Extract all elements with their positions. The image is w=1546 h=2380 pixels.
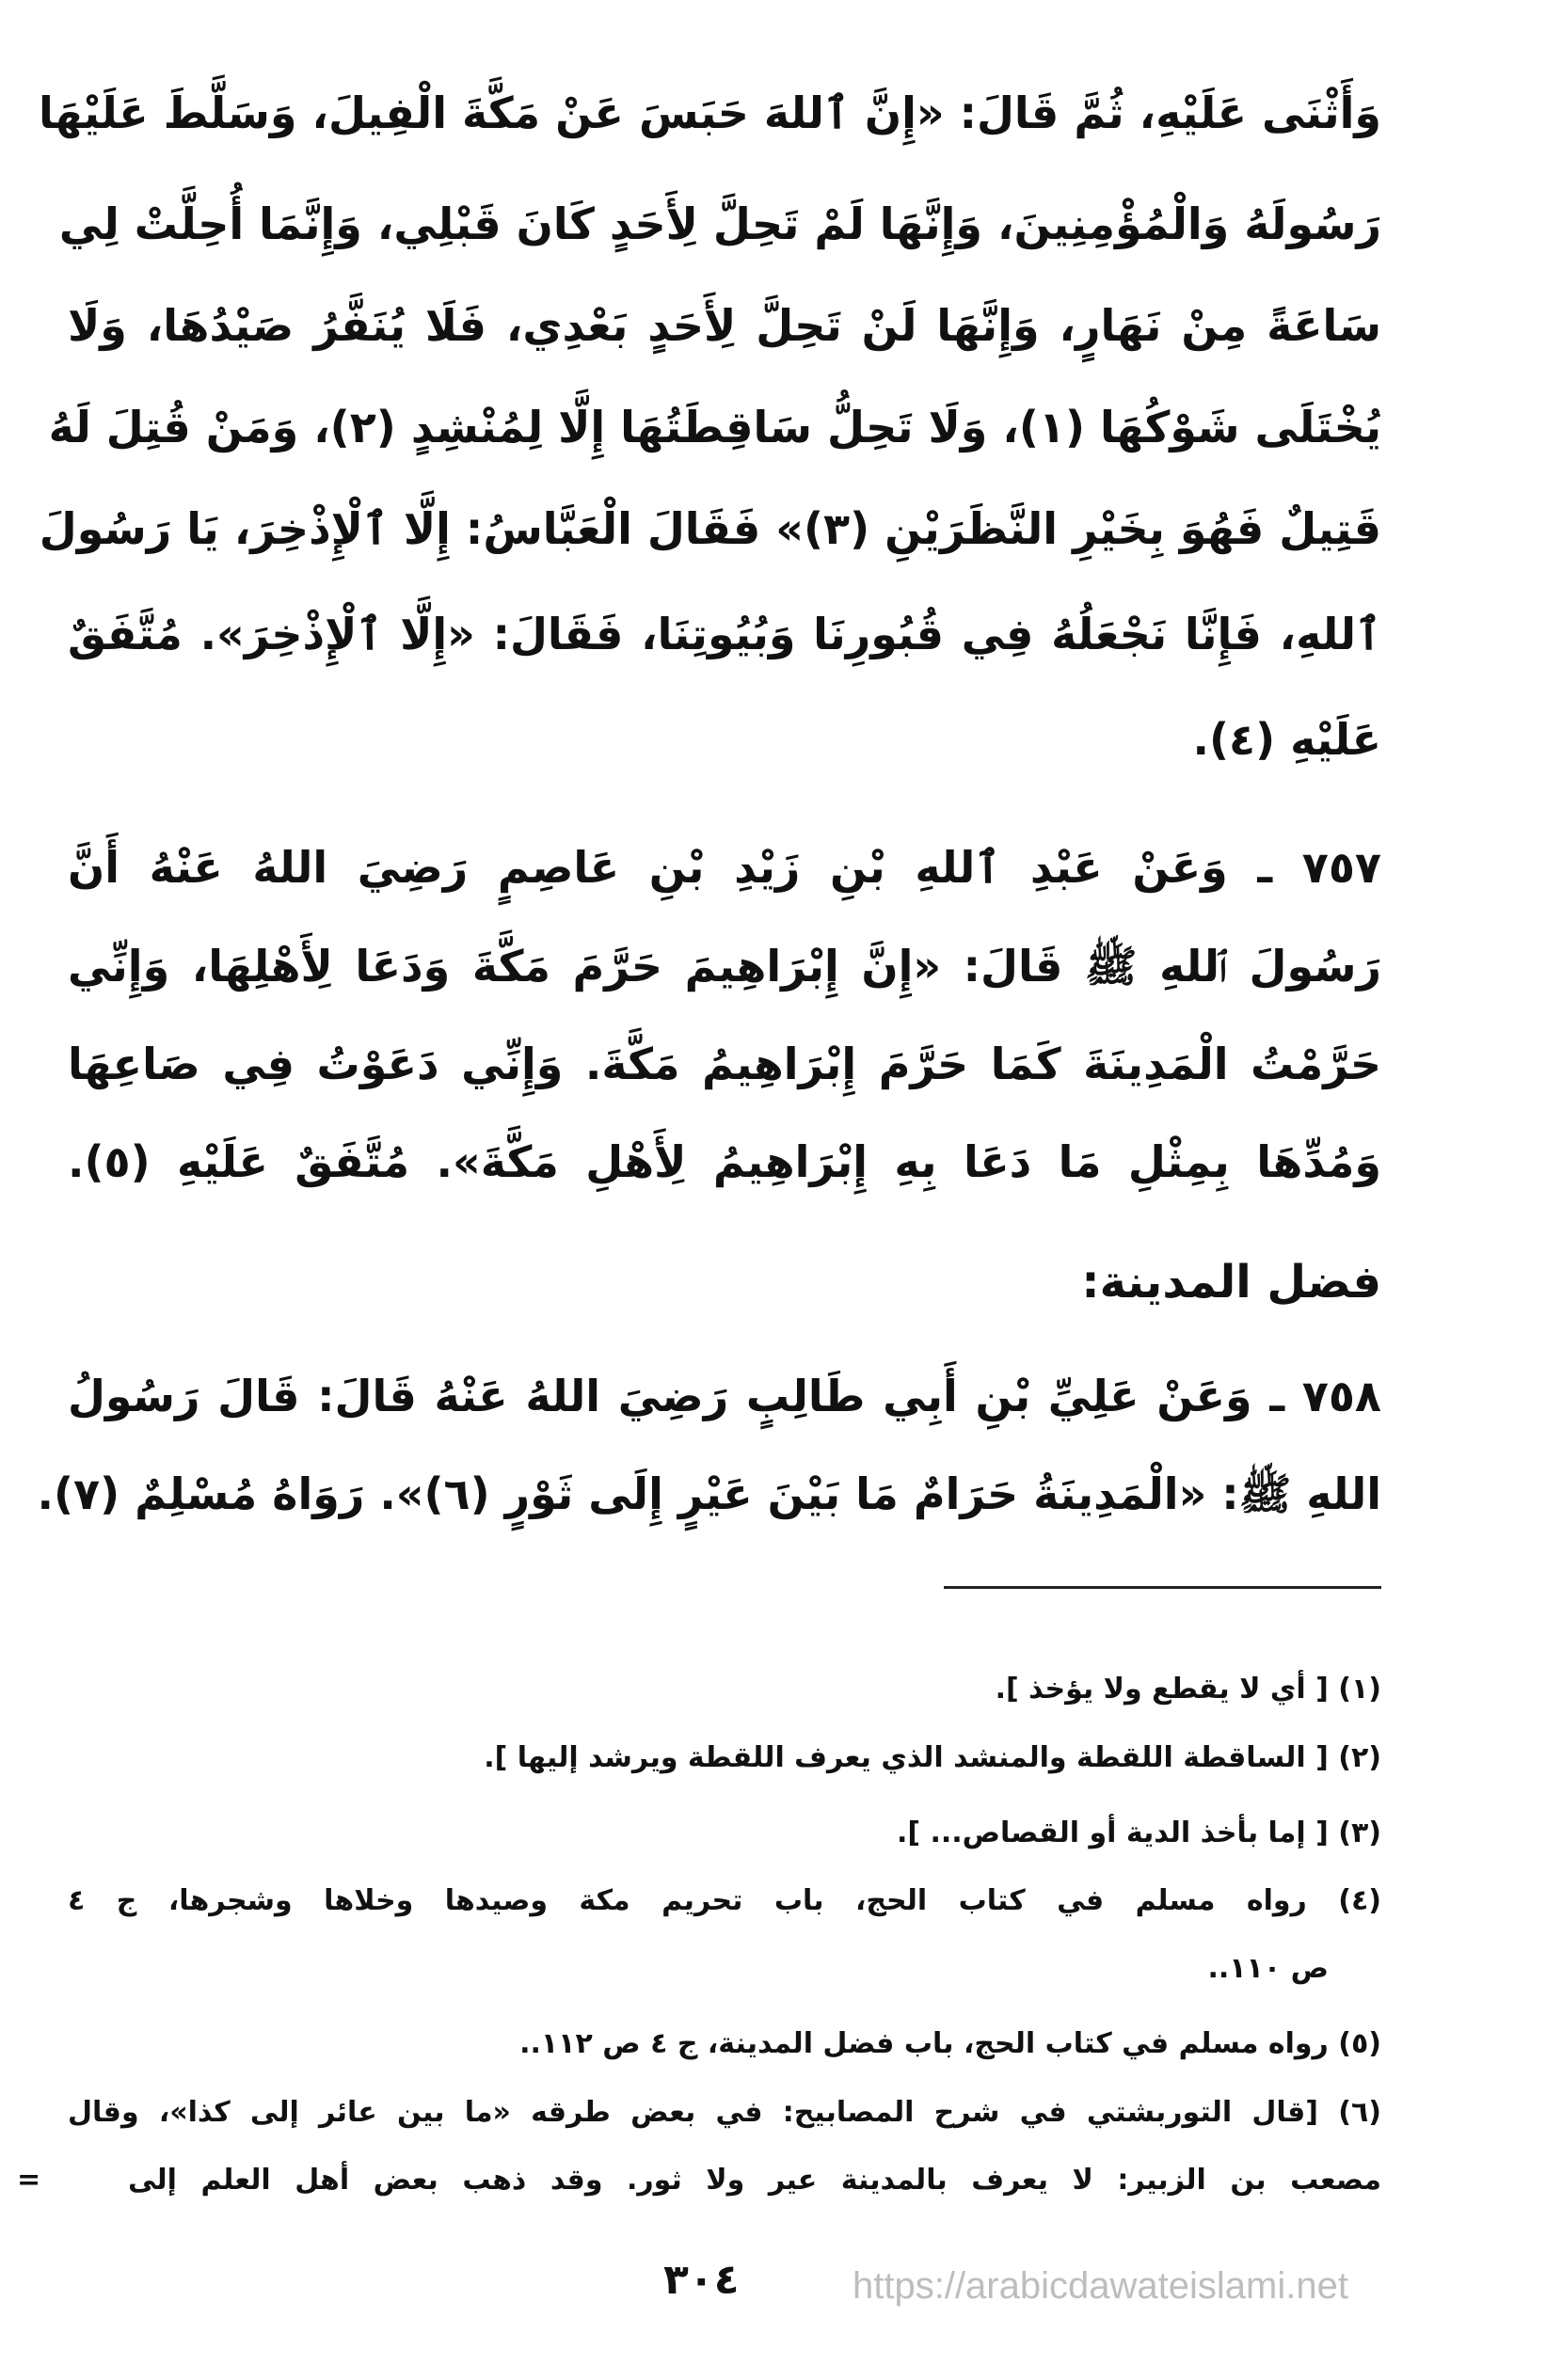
footnote-5: (٥) رواه مسلم في كتاب الحج، باب فضل المدينة، ج ٤ ص ١١٢..	[519, 2027, 1381, 2060]
footnote-6-cont: مصعب بن الزبير: لا يعرف بالمدينة عير ولا ثور. وقد ذهب بعض أهل العلم إلى	[128, 2164, 1381, 2197]
text-line: رَسُولَهُ وَالْمُؤْمِنِينَ، وَإِنَّهَا لَمْ تَحِلَّ لِأَحَدٍ كَانَ قَبْلِي، وَإِنَّمَا أُحِلَّتْ لِي	[58, 198, 1381, 249]
text-line: وَأَثْنَى عَلَيْهِ، ثُمَّ قَالَ: «إِنَّ ٱللهَ حَبَسَ عَنْ مَكَّةَ الْفِيلَ، وَسَلَّطَ عَلَيْهَا	[39, 87, 1381, 138]
footnote-4: (٤) رواه مسلم في كتاب الحج، باب تحريم مكة وصيدها وخلاها وشجرها، ج ٤	[68, 1884, 1381, 1917]
hadith-758-line: اللهِ ﷺ: «الْمَدِينَةُ حَرَامٌ مَا بَيْنَ عَيْرٍ إِلَى ثَوْرٍ (٦)». رَوَاهُ مُسْلِمٌ (٧).	[37, 1468, 1381, 1519]
text-line: يُخْتَلَى شَوْكُهَا (١)، وَلَا تَحِلُّ سَاقِطَتُهَا إِلَّا لِمُنْشِدٍ (٢)، وَمَنْ قُتِلَ لَهُ	[48, 402, 1381, 452]
footnote-divider	[944, 1586, 1381, 1589]
watermark-url: https://arabicdawateislami.net	[853, 2265, 1348, 2307]
text-line: قَتِيلٌ فَهُوَ بِخَيْرِ النَّظَرَيْنِ (٣)» فَقَالَ الْعَبَّاسُ: إِلَّا ٱلْإِذْخِرَ، يَا رَسُولَ	[39, 503, 1381, 554]
footnote-6: (٦) [قال التوربشتي في شرح المصابيح: في بعض طرقه «ما بين عائر إلى كذا»، وقال	[68, 2096, 1381, 2129]
hadith-758-line: ٧٥٨ ـ وَعَنْ عَلِيِّ بْنِ أَبِي طَالِبٍ رَضِيَ اللهُ عَنْهُ قَالَ: قَالَ رَسُولُ	[68, 1371, 1381, 1421]
footnote-4-cont: ص ١١٠..	[1207, 1952, 1329, 1985]
page-number: ٣٠٤	[663, 2256, 740, 2304]
hadith-757-line: رَسُولَ ٱللهِ ﷺ قَالَ: «إِنَّ إِبْرَاهِيمَ حَرَّمَ مَكَّةَ وَدَعَا لِأَهْلِهَا، وَإِنِّي	[68, 941, 1381, 992]
text-line: عَلَيْهِ (٤).	[1192, 714, 1381, 765]
footnote-3: (٣) [ إما بأخذ الدية أو القصاص... ].	[896, 1817, 1381, 1849]
text-line: سَاعَةً مِنْ نَهَارٍ، وَإِنَّهَا لَنْ تَحِلَّ لِأَحَدٍ بَعْدِي، فَلَا يُنَفَّرُ صَيْدُهَا، وَلَا	[68, 300, 1381, 351]
text-line: ٱللهِ، فَإِنَّا نَجْعَلُهُ فِي قُبُورِنَا وَبُيُوتِنَا، فَقَالَ: «إِلَّا ٱلْإِذْخِرَ». مُتَّفَقٌ	[68, 609, 1381, 659]
hadith-757-line: وَمُدِّهَا بِمِثْلِ مَا دَعَا بِهِ إِبْرَاهِيمُ لِأَهْلِ مَكَّةَ». مُتَّفَقٌ عَلَيْهِ (٥).	[68, 1136, 1381, 1187]
footnote-2: (٢) [ الساقطة اللقطة والمنشد الذي يعرف اللقطة ويرشد إليها ].	[484, 1741, 1381, 1774]
continuation-mark: =	[17, 2164, 41, 2197]
footnote-1: (١) [ أي لا يقطع ولا يؤخذ ].	[995, 1673, 1381, 1706]
hadith-757-line: حَرَّمْتُ الْمَدِينَةَ كَمَا حَرَّمَ إِبْرَاهِيمُ مَكَّةَ. وَإِنِّي دَعَوْتُ فِي صَاعِهَا	[68, 1039, 1381, 1089]
section-heading: فضل المدينة:	[1081, 1256, 1381, 1309]
hadith-757-line: ٧٥٧ ـ وَعَنْ عَبْدِ ٱللهِ بْنِ زَيْدِ بْنِ عَاصِمٍ رَضِيَ اللهُ عَنْهُ أَنَّ	[68, 842, 1381, 893]
